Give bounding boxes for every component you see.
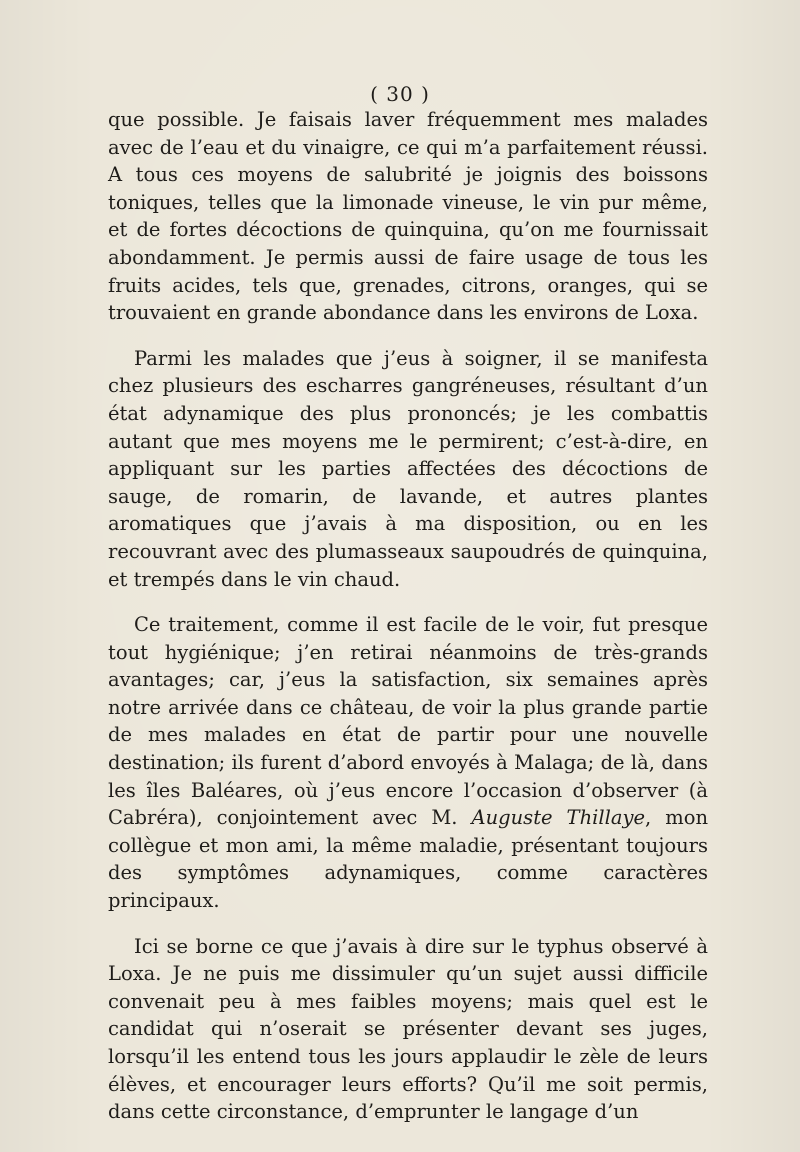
page-number: ( 30 ) — [370, 82, 430, 106]
paragraph-3-text-after: , mon collègue et mon ami, la même maladie, présentant toujours des symptômes adynamiques, comme caractères principaux. — [108, 806, 709, 913]
body-text — [108, 106, 708, 1126]
person-name: Auguste Thillaye — [471, 806, 646, 830]
paragraph-3 — [108, 611, 708, 915]
paragraph-2: Parmi les malades que j’eus à soigner, il se manifesta chez plusieurs des escharres gangréneuses, résultant d’un état adynamique des plus prononcés; je les combattis autant que mes moyens me le permirent; c’est-à-dire, en appliquant sur les parties affectées des décoctions de sauge, de romarin, de lavande, et autres plantes aromatiques que j’avais à ma disposition, ou en les recouvrant avec des plumasseaux saupoudrés de quinquina, et trempés dans le vin chaud. — [108, 346, 708, 591]
paragraph-1: que possible. Je faisais laver fréquemment mes malades avec de l’eau et du vinaigre, ce qui m’a parfaitement réussi. A tous ces moyens de salubrité je joignis des boissons toniques, telles que la limonade vineuse, le vin pur même, et de fortes décoctions de quinquina, qu’on me fournissait abondamment. Je permis aussi de faire usage de tous les fruits acides, tels que, grenades, citrons, oranges, qui se trouvaient en grande abondance dans les environs de Loxa. — [108, 108, 708, 325]
paragraph-3-text-before: Ce traitement, comme il est facile de le voir, fut presque tout hygiénique; j’en retirai néanmoins de très-grands avantages; car, j’eus la satisfaction, six semaines après notre arrivée dans ce château, de voir la plus grande partie de mes malades en état de partir pour une nouvelle destination; ils furent d’abord envoyés à Malaga; de là, dans les îles Baléares, où j’eus encore l’occasion d’observer (à Cabréra), conjointement avec M. — [108, 613, 708, 830]
paragraph-4: Ici se borne ce que j’avais à dire sur le typhus observé à Loxa. Je ne puis me dissimuler qu’un sujet aussi difficile convenait peu à mes faibles moyens; mais quel est le candidat qui n’oserait se présenter devant ses juges, lorsqu’il les entend tous les jours applaudir le zèle de leurs élèves, et encourager leurs efforts? Qu’il me soit permis, dans cette circonstance, d’emprunter le langage d’un — [108, 934, 708, 1124]
